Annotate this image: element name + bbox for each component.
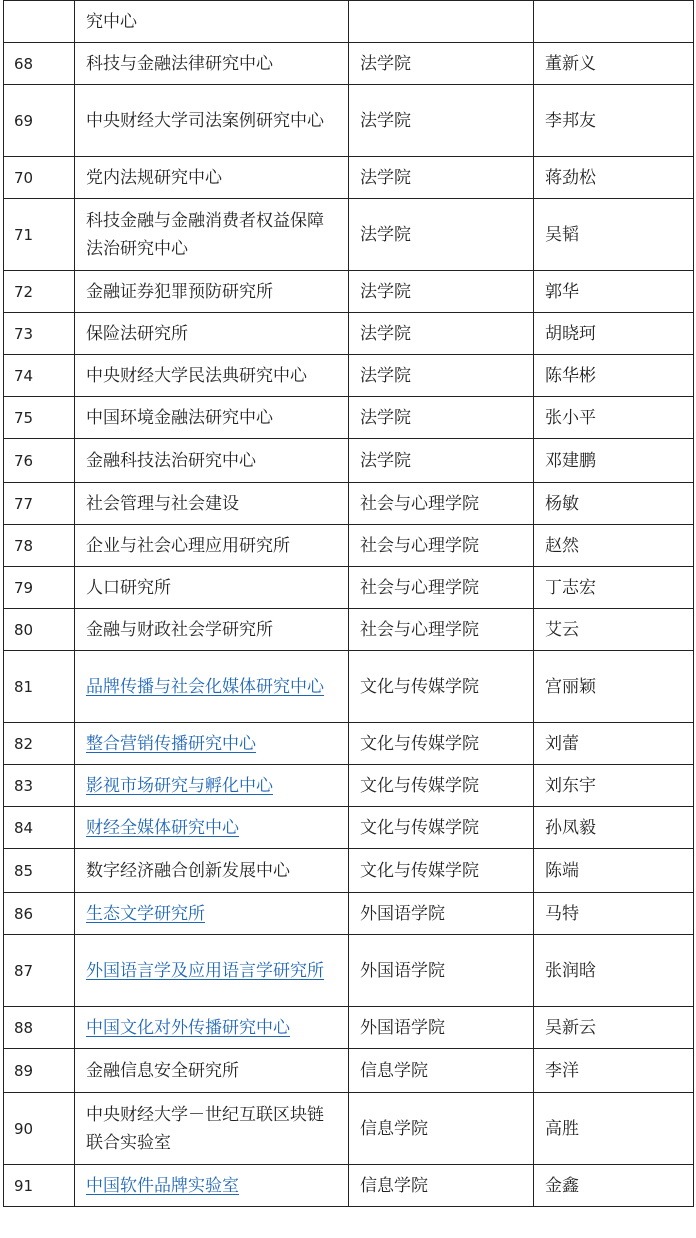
director-cell: 高胜 [534,1093,694,1165]
department-cell: 法学院 [349,199,534,271]
director-cell: 李洋 [534,1049,694,1093]
department-cell: 文化与传媒学院 [349,807,534,849]
center-name-link[interactable]: 整合营销传播研究中心 [86,733,256,754]
center-name-cell: 金融信息安全研究所 [75,1049,349,1093]
center-name-link[interactable]: 财经全媒体研究中心 [86,817,239,838]
director-cell: 丁志宏 [534,567,694,609]
row-number-cell: 84 [4,807,75,849]
center-name-cell: 究中心 [75,1,349,43]
department-cell: 社会与心理学院 [349,567,534,609]
center-name-cell: 金融与财政社会学研究所 [75,609,349,651]
row-number-cell [4,1,75,43]
director-cell: 杨敏 [534,483,694,525]
director-cell: 陈端 [534,849,694,893]
row-number-cell: 81 [4,651,75,723]
department-cell: 文化与传媒学院 [349,723,534,765]
table-row [4,1049,694,1093]
department-cell: 信息学院 [349,1049,534,1093]
table-row [4,271,694,313]
department-cell: 社会与心理学院 [349,525,534,567]
department-cell [349,1,534,43]
table-row [4,765,694,807]
row-number-cell: 90 [4,1093,75,1165]
row-number-cell: 78 [4,525,75,567]
table-body [4,1,694,1207]
table-row [4,807,694,849]
table-row [4,397,694,439]
table-row [4,567,694,609]
department-cell: 法学院 [349,439,534,483]
director-cell: 艾云 [534,609,694,651]
director-cell: 赵然 [534,525,694,567]
table-row [4,483,694,525]
center-name-cell: 中国环境金融法研究中心 [75,397,349,439]
department-cell: 法学院 [349,397,534,439]
row-number-cell: 79 [4,567,75,609]
center-name-cell: 人口研究所 [75,567,349,609]
row-number-cell: 87 [4,935,75,1007]
department-cell: 法学院 [349,271,534,313]
director-cell: 胡晓珂 [534,313,694,355]
department-cell: 信息学院 [349,1093,534,1165]
director-cell: 金鑫 [534,1165,694,1207]
center-name-cell [75,765,349,807]
department-cell: 法学院 [349,85,534,157]
department-cell: 文化与传媒学院 [349,765,534,807]
director-cell: 孙凤毅 [534,807,694,849]
department-cell: 法学院 [349,43,534,85]
table-row [4,313,694,355]
table-row [4,849,694,893]
center-name-link[interactable]: 生态文学研究所 [86,903,205,924]
center-name-cell [75,1165,349,1207]
row-number-cell: 73 [4,313,75,355]
director-cell: 吴韬 [534,199,694,271]
director-cell: 刘蕾 [534,723,694,765]
director-cell: 吴新云 [534,1007,694,1049]
department-cell: 文化与传媒学院 [349,849,534,893]
center-name-link[interactable]: 外国语言学及应用语言学研究所 [86,960,324,981]
row-number-cell: 86 [4,893,75,935]
research-centers-table [3,0,694,1207]
director-cell: 宫丽颖 [534,651,694,723]
row-number-cell: 71 [4,199,75,271]
table-row [4,723,694,765]
table-row [4,935,694,1007]
center-name-link[interactable]: 中国软件品牌实验室 [86,1175,239,1196]
director-cell: 郭华 [534,271,694,313]
center-name-cell: 中央财经大学民法典研究中心 [75,355,349,397]
center-name-cell: 保险法研究所 [75,313,349,355]
director-cell: 蒋劲松 [534,157,694,199]
center-name-cell: 中央财经大学司法案例研究中心 [75,85,349,157]
center-name-cell [75,893,349,935]
row-number-cell: 88 [4,1007,75,1049]
table-row [4,1,694,43]
department-cell: 外国语学院 [349,893,534,935]
center-name-cell: 党内法规研究中心 [75,157,349,199]
director-cell: 李邦友 [534,85,694,157]
row-number-cell: 82 [4,723,75,765]
table-row [4,893,694,935]
center-name-cell: 金融证券犯罪预防研究所 [75,271,349,313]
row-number-cell: 68 [4,43,75,85]
department-cell: 法学院 [349,313,534,355]
row-number-cell: 91 [4,1165,75,1207]
director-cell: 刘东宇 [534,765,694,807]
table-row [4,651,694,723]
director-cell: 陈华彬 [534,355,694,397]
research-centers-table-wrapper [3,0,694,1207]
table-row [4,85,694,157]
director-cell: 马特 [534,893,694,935]
row-number-cell: 85 [4,849,75,893]
center-name-link[interactable]: 中国文化对外传播研究中心 [86,1017,290,1038]
center-name-cell [75,1007,349,1049]
row-number-cell: 69 [4,85,75,157]
row-number-cell: 72 [4,271,75,313]
row-number-cell: 76 [4,439,75,483]
row-number-cell: 70 [4,157,75,199]
table-row [4,1093,694,1165]
center-name-cell: 科技金融与金融消费者权益保障法治研究中心 [75,199,349,271]
table-row [4,439,694,483]
department-cell: 外国语学院 [349,935,534,1007]
row-number-cell: 75 [4,397,75,439]
center-name-cell: 数字经济融合创新发展中心 [75,849,349,893]
table-row [4,157,694,199]
table-row [4,43,694,85]
table-row [4,199,694,271]
department-cell: 外国语学院 [349,1007,534,1049]
director-cell: 董新义 [534,43,694,85]
center-name-cell [75,807,349,849]
department-cell: 文化与传媒学院 [349,651,534,723]
table-row [4,1007,694,1049]
department-cell: 社会与心理学院 [349,483,534,525]
director-cell: 张润晗 [534,935,694,1007]
director-cell [534,1,694,43]
department-cell: 社会与心理学院 [349,609,534,651]
center-name-cell: 中央财经大学－世纪互联区块链联合实验室 [75,1093,349,1165]
center-name-cell: 企业与社会心理应用研究所 [75,525,349,567]
table-row [4,525,694,567]
center-name-link[interactable]: 品牌传播与社会化媒体研究中心 [86,676,324,697]
center-name-cell [75,651,349,723]
row-number-cell: 77 [4,483,75,525]
department-cell: 法学院 [349,355,534,397]
row-number-cell: 89 [4,1049,75,1093]
center-name-cell [75,723,349,765]
center-name-link[interactable]: 影视市场研究与孵化中心 [86,775,273,796]
department-cell: 信息学院 [349,1165,534,1207]
row-number-cell: 80 [4,609,75,651]
center-name-cell: 科技与金融法律研究中心 [75,43,349,85]
row-number-cell: 83 [4,765,75,807]
table-row [4,609,694,651]
director-cell: 邓建鹏 [534,439,694,483]
center-name-cell: 金融科技法治研究中心 [75,439,349,483]
center-name-cell: 社会管理与社会建设 [75,483,349,525]
table-row [4,1165,694,1207]
table-row [4,355,694,397]
row-number-cell: 74 [4,355,75,397]
center-name-cell [75,935,349,1007]
director-cell: 张小平 [534,397,694,439]
department-cell: 法学院 [349,157,534,199]
